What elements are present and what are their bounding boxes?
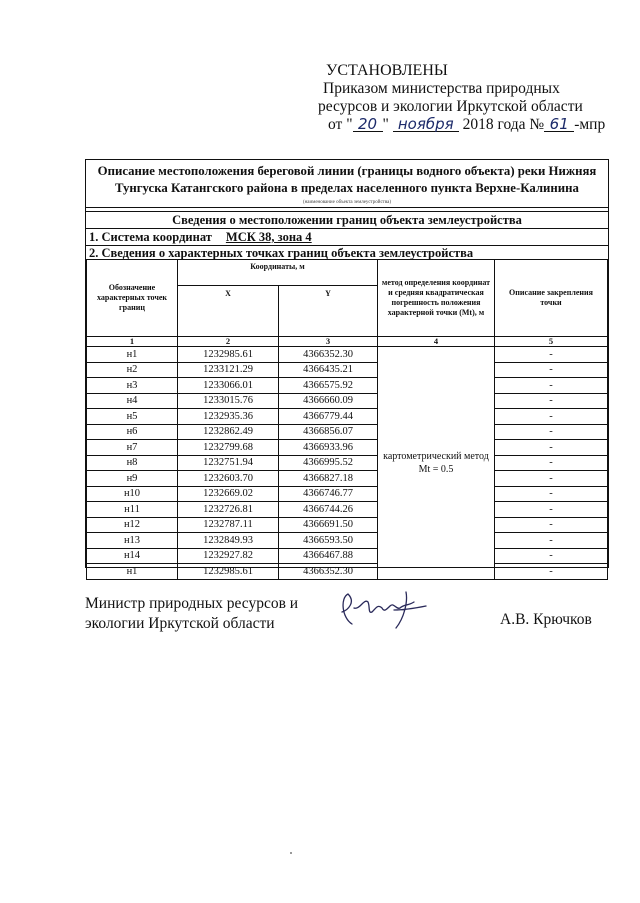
point-name: н11 [87, 502, 178, 518]
coordinate-system-row [86, 230, 608, 245]
point-name: н13 [87, 533, 178, 549]
divider [86, 228, 608, 229]
handwritten-number: 61 [544, 117, 574, 132]
header-coordinates: Координаты, м [178, 260, 378, 286]
points-section-title: 2. Сведения о характерных точках границ объекта землеустройства [89, 246, 474, 260]
coord-x: 1232751.94 [178, 455, 279, 471]
approval-line-2: Приказом министерства природных [323, 80, 560, 97]
point-name: н9 [87, 471, 178, 487]
table-row [87, 517, 608, 533]
coord-x: 1232603.70 [178, 471, 279, 487]
table-row [87, 455, 608, 471]
quote-open: " [346, 116, 353, 133]
coord-x: 1232849.93 [178, 533, 279, 549]
coord-y: 4366435.21 [279, 362, 378, 378]
point-name: н8 [87, 455, 178, 471]
fixing-description: - [495, 486, 608, 502]
col-number: 2 [178, 337, 279, 347]
divider [86, 207, 608, 208]
col-number: 1 [87, 337, 178, 347]
coord-y: 4366575.92 [279, 378, 378, 394]
coord-y: 4366995.52 [279, 455, 378, 471]
quote-close: " [382, 116, 389, 133]
table-row [87, 440, 608, 456]
coord-x: 1232927.82 [178, 548, 279, 564]
coord-x: 1233066.01 [178, 378, 279, 394]
table-row [87, 486, 608, 502]
coord-x: 1232799.68 [178, 440, 279, 456]
approval-date-line [328, 116, 605, 134]
signatory-role-line-1: Министр природных ресурсов и [85, 595, 299, 612]
coord-y: 4366467.88 [279, 548, 378, 564]
fixing-description: - [495, 378, 608, 394]
table-row [87, 533, 608, 549]
signatory-role [85, 594, 298, 634]
fixing-description: - [495, 362, 608, 378]
method-cell: картометрический метод Mt = 0.5 [378, 347, 495, 580]
fixing-description: - [495, 409, 608, 425]
coord-x: 1232669.02 [178, 486, 279, 502]
fixing-description: - [495, 517, 608, 533]
fixing-description: - [495, 393, 608, 409]
handwritten-month: ноября [393, 117, 459, 132]
coord-y: 4366660.09 [279, 393, 378, 409]
fixing-description: - [495, 471, 608, 487]
table-row [87, 548, 608, 564]
coord-x: 1232935.36 [178, 409, 279, 425]
coordinate-system-value: МСК 38, зона 4 [225, 230, 312, 244]
coordinate-system-label: 1. Система координат [89, 230, 212, 244]
signatory-role-line-2: экологии Иркутской области [85, 615, 275, 632]
header-x: X [178, 286, 279, 337]
document-title-line-2: Тунгуска Катангского района в пределах населенного пункта Верхне-Калинина [115, 181, 579, 195]
handwritten-day: 20 [353, 117, 383, 132]
coord-y: 4366691.50 [279, 517, 378, 533]
coord-y: 4366933.96 [279, 440, 378, 456]
boundary-description-frame [85, 159, 609, 577]
coord-y: 4366352.30 [279, 347, 378, 363]
col-number: 5 [495, 337, 608, 347]
coord-x: 1232787.11 [178, 517, 279, 533]
coord-y: 4366744.26 [279, 502, 378, 518]
number-suffix: -мпр [574, 116, 606, 133]
object-name-note: (наименование объекта землеустройства) [302, 200, 392, 205]
fixing-description: - [495, 455, 608, 471]
point-name: н10 [87, 486, 178, 502]
point-name: н12 [87, 517, 178, 533]
approval-line-3: ресурсов и экологии Иркутской области [318, 98, 583, 115]
fixing-description: - [495, 440, 608, 456]
year-text: 2018 года № [462, 116, 545, 133]
coord-x: 1232726.81 [178, 502, 279, 518]
scan-speck [290, 852, 292, 854]
signatory-name: А.В. Крючков [500, 611, 592, 628]
coord-x: 1233015.76 [178, 393, 279, 409]
coord-x: 1232985.61 [178, 564, 279, 580]
point-name: н2 [87, 362, 178, 378]
approval-title: УСТАНОВЛЕНЫ [326, 62, 448, 79]
coord-x: 1232862.49 [178, 424, 279, 440]
boundary-points-table [86, 259, 608, 580]
point-name: н1 [87, 347, 178, 363]
coord-y: 4366746.77 [279, 486, 378, 502]
coord-x: 1233121.29 [178, 362, 279, 378]
fixing-description: - [495, 424, 608, 440]
point-name: н3 [87, 378, 178, 394]
point-name: н5 [87, 409, 178, 425]
header-fixing: Описание закрепления точки [495, 260, 608, 337]
table-row [87, 564, 608, 580]
approval-header [318, 62, 605, 134]
coord-y: 4366779.44 [279, 409, 378, 425]
fixing-description: - [495, 347, 608, 363]
col-number: 3 [279, 337, 378, 347]
coord-y: 4366593.50 [279, 533, 378, 549]
table-row [87, 502, 608, 518]
point-name: н14 [87, 548, 178, 564]
table-row [87, 378, 608, 394]
fixing-description: - [495, 564, 608, 580]
coord-y: 4366856.07 [279, 424, 378, 440]
table-row [87, 471, 608, 487]
coord-x: 1232985.61 [178, 347, 279, 363]
col-number: 4 [378, 337, 495, 347]
table-row [87, 347, 608, 363]
header-designation: Обозначение характерных точек границ [87, 260, 178, 337]
header-y: Y [279, 286, 378, 337]
document-title [86, 160, 608, 197]
fixing-description: - [495, 502, 608, 518]
point-name: н4 [87, 393, 178, 409]
table-row [87, 362, 608, 378]
point-name: н6 [87, 424, 178, 440]
date-from: от [328, 116, 343, 133]
fixing-description: - [495, 548, 608, 564]
coord-y: 4366827.18 [279, 471, 378, 487]
table-row [87, 409, 608, 425]
coord-y: 4366352.30 [279, 564, 378, 580]
divider [86, 211, 608, 212]
point-name: н7 [87, 440, 178, 456]
handwritten-signature [334, 588, 434, 632]
header-method: метод определения координат и средняя квадратическая погрешность положения характерной точки (Mt), м [378, 260, 495, 337]
section-title: Сведения о местоположении границ объекта землеустройства [172, 213, 522, 227]
point-name: н1 [87, 564, 178, 580]
table-row [87, 393, 608, 409]
document-title-line-1: Описание местоположения береговой линии (границы водного объекта) реки Нижняя [97, 164, 597, 178]
table-row [87, 424, 608, 440]
fixing-description: - [495, 533, 608, 549]
